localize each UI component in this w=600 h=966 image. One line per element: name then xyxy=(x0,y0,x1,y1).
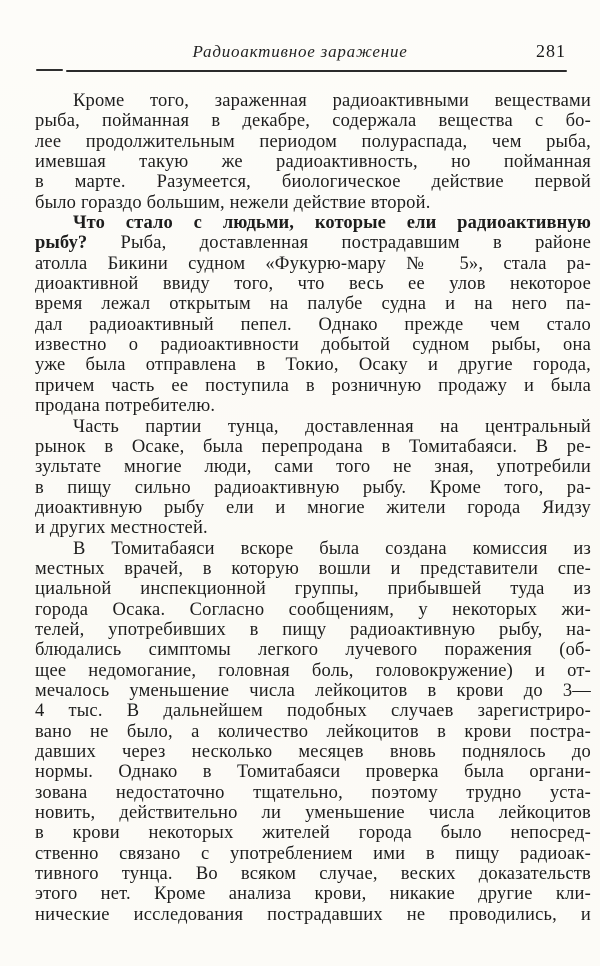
text-line xyxy=(35,762,591,782)
text-line xyxy=(35,193,591,213)
text-line xyxy=(35,518,591,538)
text-segment: диоактивную рыбу ели и многие жители города Яидзу xyxy=(35,497,591,518)
text-segment: этого нет. Кроме анализа крови, никакие другие кли- xyxy=(35,884,591,905)
text-line xyxy=(35,884,591,904)
text-segment: Часть партии тунца, доставленная на центральный xyxy=(73,416,591,437)
text-segment: Рыба, доставленная пострадавшим в районе xyxy=(87,233,591,254)
text-segment: нические исследования пострадавших не проводились, и xyxy=(35,904,591,925)
paragraph xyxy=(35,91,591,213)
text-line xyxy=(35,233,591,253)
text-line xyxy=(35,864,591,884)
text-segment: продана потребителю. xyxy=(35,396,216,417)
text-line xyxy=(35,722,591,742)
text-segment: рынок в Осаке, была перепродана в Томитабаяси. В ре- xyxy=(35,436,591,457)
text-line xyxy=(35,579,591,599)
text-line xyxy=(35,172,591,192)
text-line xyxy=(35,905,591,925)
running-title: Радиоактивное заражение xyxy=(192,42,408,61)
text-segment: время лежал открытым на палубе судна и на него па- xyxy=(35,294,591,315)
text-segment: было гораздо большим, нежели действие второй. xyxy=(35,192,431,213)
text-segment: города Осака. Согласно сообщениям, у некоторых жи- xyxy=(35,599,591,620)
text-segment: известно о радиоактивности добытой судном рыбы, она xyxy=(35,335,591,356)
text-line xyxy=(35,539,591,559)
text-segment: атолла Бикини судном «Фукурю-мару № 5», стала ра- xyxy=(35,253,591,274)
text-segment: ственно связано с употреблением ими в пищу радиоак- xyxy=(35,843,591,864)
text-line xyxy=(35,132,591,152)
text-line xyxy=(35,742,591,762)
text-line xyxy=(35,640,591,660)
text-line xyxy=(35,823,591,843)
text-line xyxy=(35,803,591,823)
text-line xyxy=(35,91,591,111)
text-line xyxy=(35,600,591,620)
page-body xyxy=(35,91,591,925)
text-segment: причем часть ее поступила в розничную продажу и была xyxy=(35,375,591,396)
paragraph xyxy=(35,539,591,926)
text-segment: щее недомогание, головная боль, головокружение) и от- xyxy=(35,660,591,681)
text-segment: зультате многие люди, сами того не зная, употребили xyxy=(35,457,591,478)
text-line xyxy=(35,294,591,314)
text-line xyxy=(35,274,591,294)
header-rule xyxy=(36,69,63,71)
bold-text-segment: рыбу? xyxy=(35,233,88,254)
text-segment: имевшая такую же радиоактивность, но пойманная xyxy=(35,152,591,173)
text-line xyxy=(35,417,591,437)
paragraph xyxy=(35,417,591,539)
text-line xyxy=(35,701,591,721)
text-line xyxy=(35,111,591,131)
text-segment: зована недостаточно тщательно, поэтому трудно уста- xyxy=(35,782,591,803)
text-line xyxy=(35,213,591,233)
text-line xyxy=(35,457,591,477)
text-segment: циальной инспекционной группы, прибывшей туда из xyxy=(35,579,591,600)
text-segment: новить, действительно ли уменьшение числа лейкоцитов xyxy=(35,803,591,824)
text-segment: блюдались симптомы легкого лучевого поражения (об- xyxy=(35,640,591,661)
text-segment: тивного тунца. Во всяком случае, веских доказательств xyxy=(35,864,591,885)
text-line xyxy=(35,559,591,579)
text-segment: мечалось уменьшение числа лейкоцитов в крови до 3— xyxy=(35,680,591,701)
text-segment: рыба, пойманная в декабре, содержала вещества с бо- xyxy=(35,111,591,132)
text-line xyxy=(35,355,591,375)
text-line xyxy=(35,783,591,803)
paragraph xyxy=(35,213,591,416)
text-segment: дал радиоактивный пепел. Однако прежде чем стало xyxy=(35,314,591,335)
text-line xyxy=(35,376,591,396)
text-line xyxy=(35,315,591,335)
text-line xyxy=(35,681,591,701)
text-segment: телей, употребивших в пищу радиоактивную рыбу, на- xyxy=(35,619,591,640)
text-segment: в крови некоторых жителей города было непосред- xyxy=(35,823,591,844)
text-line xyxy=(35,335,591,355)
bold-text-segment: Что стало с людьми, которые ели радиоактивную xyxy=(73,213,591,234)
text-segment: местных врачей, в которую вошли и представители спе- xyxy=(35,558,591,579)
text-segment: давших через несколько месяцев вновь поднялось до xyxy=(35,742,591,762)
text-segment: в пищу сильно радиоактивную рыбу. Кроме того, ра- xyxy=(35,477,591,498)
header-rule xyxy=(66,70,567,72)
text-segment: 4 тыс. В дальнейшем подобных случаев зарегистриро- xyxy=(35,701,591,722)
text-line xyxy=(35,396,591,416)
text-segment: лее продолжительным периодом полураспада, чем рыба, xyxy=(35,131,591,152)
text-line xyxy=(35,661,591,681)
running-head xyxy=(35,42,578,66)
text-line xyxy=(35,478,591,498)
page-number: 281 xyxy=(536,41,566,61)
text-segment: и других местностей. xyxy=(35,518,208,539)
text-line xyxy=(35,620,591,640)
text-line xyxy=(35,498,591,518)
text-segment: Кроме того, зараженная радиоактивными веществами xyxy=(73,91,591,111)
text-segment: нормы. Однако в Томитабаяси проверка была органи- xyxy=(35,762,591,783)
text-segment: вано не было, а количество лейкоцитов в крови постра- xyxy=(35,721,591,742)
text-line xyxy=(35,844,591,864)
text-line xyxy=(35,437,591,457)
text-line xyxy=(35,254,591,274)
text-segment: в марте. Разумеется, биологическое действие первой xyxy=(35,172,591,193)
text-segment: В Томитабаяси вскоре была создана комиссия из xyxy=(73,538,591,559)
text-line xyxy=(35,152,591,172)
text-segment: диоактивной ввиду того, что весь ее улов некоторое xyxy=(35,274,591,295)
text-segment: уже была отправлена в Токио, Осаку и другие города, xyxy=(35,355,591,376)
